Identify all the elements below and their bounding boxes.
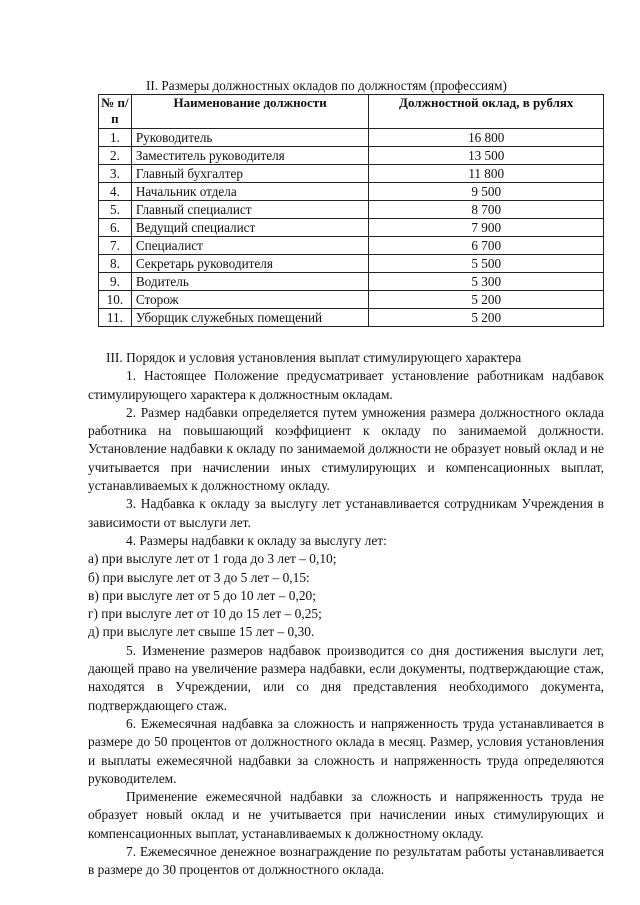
header-num: № п/п — [99, 95, 132, 129]
paragraph-1: 1. Настоящее Положение предусматривает установление работникам надбавок стимулирующего характера к должностным окладам. — [88, 368, 604, 402]
row-name: Начальник отдела — [131, 183, 369, 201]
row-num: 9. — [99, 273, 132, 291]
table-row — [99, 291, 604, 309]
row-salary: 5 300 — [369, 273, 604, 291]
row-salary: 5 200 — [369, 309, 604, 327]
row-num: 10. — [99, 291, 132, 309]
row-num: 6. — [99, 219, 132, 237]
section-3 — [88, 349, 604, 880]
row-name: Секретарь руководителя — [131, 255, 369, 273]
table-header-row — [99, 95, 604, 129]
header-salary: Должностной оклад, в рублях — [369, 95, 604, 129]
row-salary: 8 700 — [369, 201, 604, 219]
row-name: Ведущий специалист — [131, 219, 369, 237]
table-row — [99, 165, 604, 183]
list-item: в) при выслуге лет от 5 до 10 лет – 0,20; — [88, 587, 316, 603]
row-salary: 5 500 — [369, 255, 604, 273]
row-num: 4. — [99, 183, 132, 201]
section-3-title: III. Порядок и условия установления выплат стимулирующего характера — [106, 350, 522, 365]
row-name: Уборщик служебных помещений — [131, 309, 369, 327]
paragraph-4: 4. Размеры надбавки к окладу за выслугу лет: — [126, 532, 387, 548]
row-num: 8. — [99, 255, 132, 273]
paragraph-3: 3. Надбавка к окладу за выслугу лет устанавливается сотрудникам Учреждения в зависимости от выслуги лет. — [88, 496, 604, 530]
row-salary: 13 500 — [369, 147, 604, 165]
paragraph-2: 2. Размер надбавки определяется путем умножения размера должностного оклада работника на повышающий коэффициент к окладу по занимаемой должности. Установление надбавки к окладу по занимаемой должности не образует новый оклад и не учитывается при начислении иных стимулирующих и компенсационных выплат, устанавливаемых к должностному окладу. — [88, 404, 604, 494]
list-item: г) при выслуге лет от 10 до 15 лет – 0,25; — [88, 606, 322, 622]
row-name: Руководитель — [131, 129, 369, 147]
row-name: Главный бухгалтер — [131, 165, 369, 183]
row-name: Специалист — [131, 237, 369, 255]
table-row — [99, 183, 604, 201]
header-name: Наименование должности — [131, 95, 369, 129]
list-item: а) при выслуге лет от 1 года до 3 лет – 0,10; — [88, 551, 337, 567]
row-salary: 16 800 — [369, 129, 604, 147]
paragraph-7: 7. Ежемесячное денежное вознаграждение по результатам работы устанавливается в размере до 30 процентов от должностного оклада. — [88, 844, 604, 878]
paragraph-5: 5. Изменение размеров надбавок производится со дня достижения выслуги лет, дающей право на увеличение размера надбавки, если документы, подтверждающие стаж, находятся в Учреждении, или со дня представления необходимого документа, подтверждающего стаж. — [88, 642, 604, 713]
row-num: 5. — [99, 201, 132, 219]
row-name: Главный специалист — [131, 201, 369, 219]
row-salary: 5 200 — [369, 291, 604, 309]
paragraph-6: 6. Ежемесячная надбавка за сложность и напряженность труда устанавливается в размере до 50 процентов от должностного оклада в месяц. Размер, условия установления и выплаты ежемесячной надбавки за сложность и напряженность труда определяются руководителем. — [88, 715, 604, 786]
table-row — [99, 147, 604, 165]
row-num: 7. — [99, 237, 132, 255]
row-num: 3. — [99, 165, 132, 183]
row-salary: 11 800 — [369, 165, 604, 183]
row-num: 11. — [99, 309, 132, 327]
salary-table — [98, 94, 604, 327]
row-salary: 6 700 — [369, 237, 604, 255]
row-salary: 9 500 — [369, 183, 604, 201]
row-name: Заместитель руководителя — [131, 147, 369, 165]
section-2-title: II. Размеры должностных окладов по должностям (профессиям) — [146, 78, 507, 93]
row-num: 1. — [99, 129, 132, 147]
list-item: д) при выслуге лет свыше 15 лет – 0,30. — [88, 624, 315, 640]
row-name: Сторож — [131, 291, 369, 309]
row-num: 2. — [99, 147, 132, 165]
row-name: Водитель — [131, 273, 369, 291]
row-salary: 7 900 — [369, 219, 604, 237]
paragraph-6b: Применение ежемесячной надбавки за сложность и напряженность труда не образует новый оклад и не учитывается при начислении иных стимулирующих и компенсационных выплат, устанавливаемых к должностному окладу. — [88, 789, 604, 841]
list-item: б) при выслуге лет от 3 до 5 лет – 0,15: — [88, 569, 310, 585]
table-row — [99, 219, 604, 237]
table-row — [99, 255, 604, 273]
table-row — [99, 309, 604, 327]
table-row — [99, 201, 604, 219]
table-row — [99, 129, 604, 147]
table-row — [99, 273, 604, 291]
table-row — [99, 237, 604, 255]
